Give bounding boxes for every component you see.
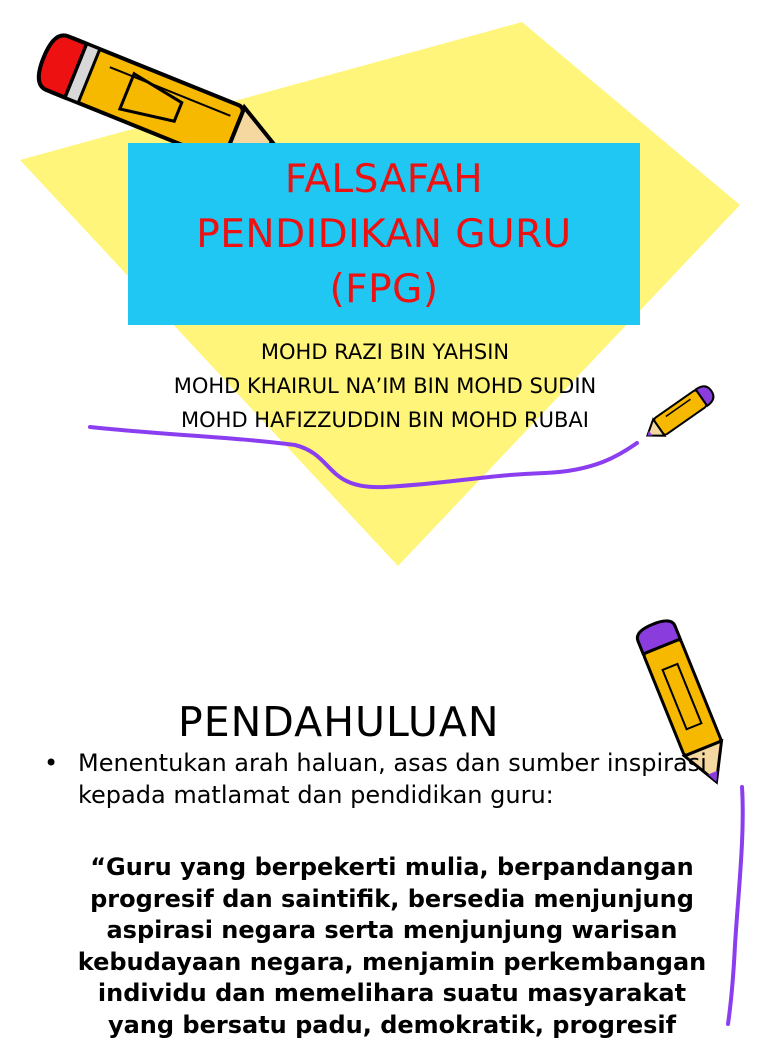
title-line-1: FALSAFAH xyxy=(284,156,484,202)
title-box xyxy=(128,143,640,325)
author-name: MOHD RAZI BIN YAHSIN xyxy=(260,340,510,364)
title-line-3: (FPG) xyxy=(329,266,439,312)
bullet-text: Menentukan arah haluan, asas dan sumber inspirasi kepada matlamat dan pendidikan guru: xyxy=(78,749,707,809)
pencil-icon xyxy=(640,378,722,446)
slide-heading: PENDAHULUAN xyxy=(178,698,500,746)
author-name: MOHD HAFIZZUDDIN BIN MOHD RUBAI xyxy=(181,408,589,432)
bullet-dot: • xyxy=(44,749,59,777)
content-slide xyxy=(0,580,768,1039)
author-name: MOHD KHAIRUL NA’IM BIN MOHD SUDIN xyxy=(173,374,597,398)
title-line-2: PENDIDIKAN GURU xyxy=(196,211,572,257)
squiggle-line xyxy=(85,415,645,500)
quote-text: “Guru yang berpekerti mulia, berpandangan progresif dan saintifik, bersedia menjunjung aspirasi negara serta menjunjung warisan kebudayaan negara, menjamin perkembangan individu dan memelihara suatu masyarakat yang bersatu padu, demokratik, progresif xyxy=(77,853,707,1039)
